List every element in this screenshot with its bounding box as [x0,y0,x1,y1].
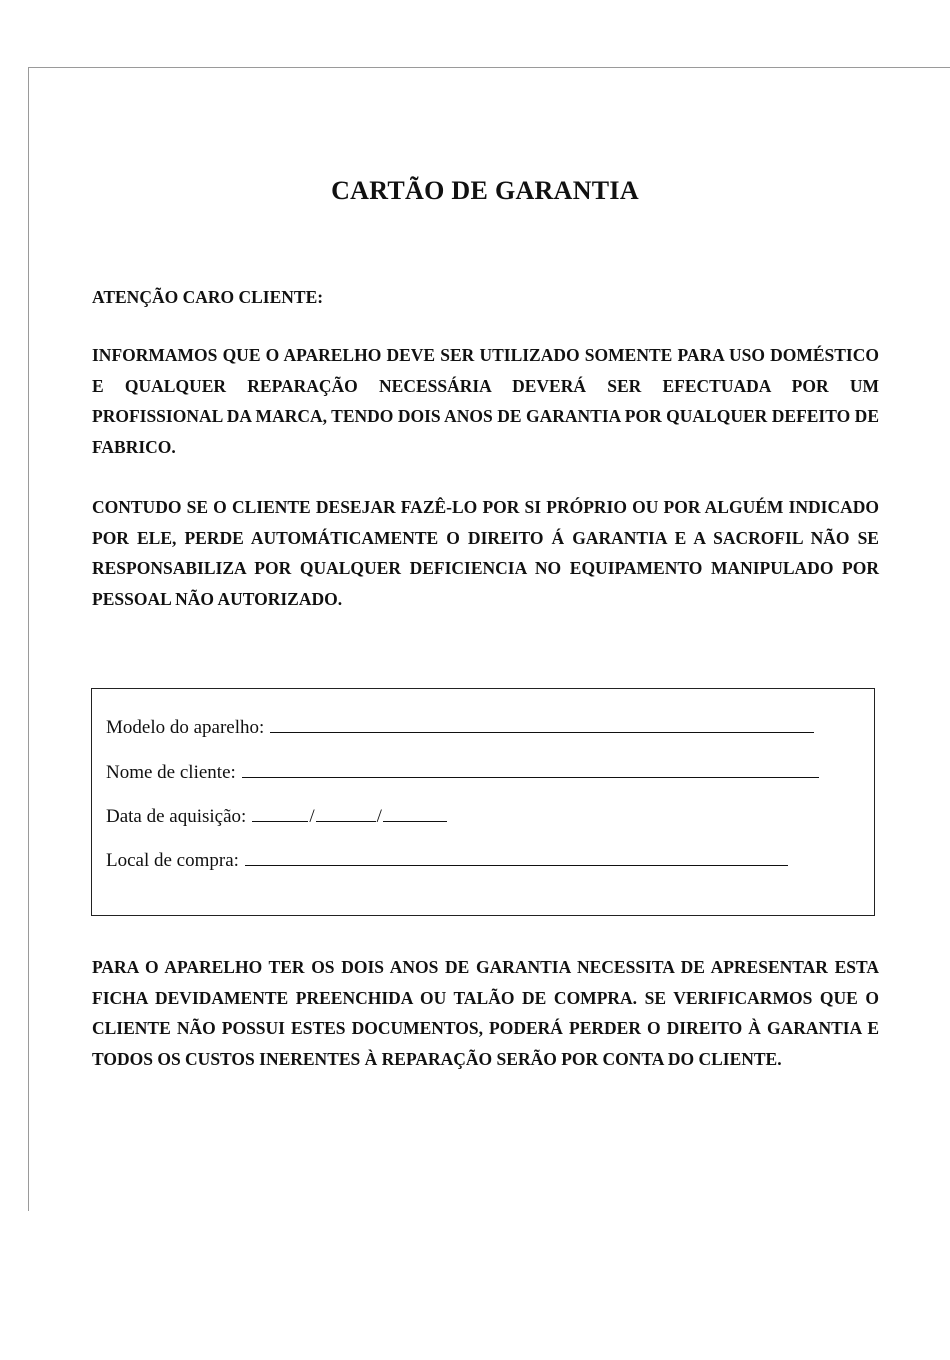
purchase-place-label: Local de compra: [106,850,239,871]
form-row-client [106,762,819,784]
warranty-form-box [91,688,875,916]
paragraph-usage-info: INFORMAMOS QUE O APARELHO DEVE SER UTILIZADO SOMENTE PARA USO DOMÉSTICO E QUALQUER REPARAÇÃO NECESSÁRIA DEVERÁ SER EFECTUADA POR UM PROFISSIONAL DA MARCA, TENDO DOIS ANOS DE GARANTIA POR QUALQUER DEFEITO DE FABRICO. [92,345,879,457]
client-name-input-line[interactable] [242,776,819,778]
document-title: CARTÃO DE GARANTIA [331,176,639,205]
date-separator-2: / [376,806,382,827]
form-row-model [106,717,814,739]
paragraph-warranty-loss: CONTUDO SE O CLIENTE DESEJAR FAZÊ-LO POR SI PRÓPRIO OU POR ALGUÉM INDICADO POR ELE, PERDE AUTOMÁTICAMENTE O DIREITO Á GARANTIA E A SACROFIL NÃO SE RESPONSABILIZA POR QUALQUER DEFICIENCIA NO EQUIPAMENTO MANIPULADO POR PESSOAL NÃO AUTORIZADO. [92,497,879,609]
model-input-line[interactable] [270,731,814,733]
paragraph-warranty-requirements: PARA O APARELHO TER OS DOIS ANOS DE GARANTIA NECESSITA DE APRESENTAR ESTA FICHA DEVIDAMENTE PREENCHIDA OU TALÃO DE COMPRA. SE VERIFICARMOS QUE O CLIENTE NÃO POSSUI ESTES DOCUMENTOS, PODERÁ PERDER O DIREITO À GARANTIA E TODOS OS CUSTOS INERENTES À REPARAÇÃO SERÃO POR CONTA DO CLIENTE. [92,957,879,1069]
client-name-label: Nome de cliente: [106,762,236,783]
purchase-date-label: Data de aquisição: [106,806,247,827]
form-row-date [106,806,447,828]
date-separator-1: / [309,806,315,827]
model-label: Modelo do aparelho: [106,717,265,738]
date-month-line[interactable] [316,820,376,822]
date-year-line[interactable] [383,820,447,822]
attention-heading: ATENÇÃO CARO CLIENTE: [92,287,324,307]
purchase-place-input-line[interactable] [245,864,788,866]
form-row-place [106,850,788,872]
date-day-line[interactable] [252,820,308,822]
